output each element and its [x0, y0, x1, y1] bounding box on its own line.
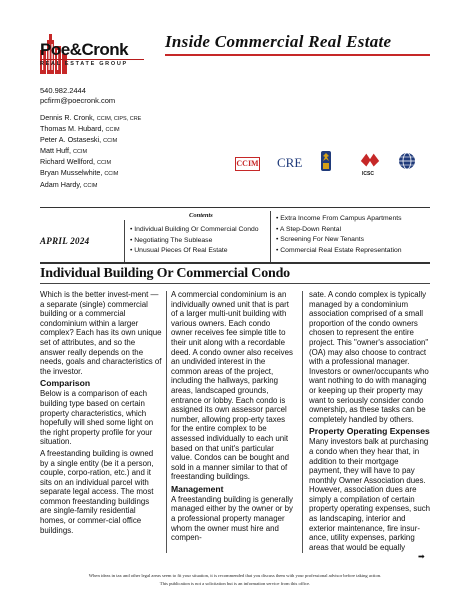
- team-member: Bryan Musselwhite, CCIM: [40, 168, 119, 178]
- paragraph: Which is the better invest-ment — a separate (single) commercial building or a commercial condominium within a larger complex? Each has its own unique set of attributes, and so the answer really depends on the needs, goals and characteristics of the investor.: [40, 290, 162, 376]
- paragraph: Many investors balk at purchasing a condo when they hear that, in addition to their mortgage payment, they will have to pay monthly Owner Association dues. However, association dues are simply a compilation of certain property operating expenses, such as landscaping, interior and exterior maintenance, fire insur-ance, utility expenses, parking areas that would be equally: [309, 437, 431, 552]
- column-divider: [302, 291, 303, 553]
- article-headline: Individual Building Or Commercial Condo: [40, 266, 290, 281]
- toc-item[interactable]: • Individual Building Or Commercial Condo: [130, 226, 259, 233]
- contents-divider: [124, 220, 125, 262]
- globe-icon: [398, 152, 416, 170]
- brand-name: Poe&Cronk: [40, 40, 129, 59]
- toc-right: [276, 214, 402, 256]
- section-heading: Property Operating Expenses: [309, 426, 430, 437]
- article-column-2: [171, 290, 293, 543]
- contents-bottom-rule: [40, 262, 430, 264]
- paragraph: A commercial condominium is an individually owned unit that is part of a larger multi-unit building with various owners. Each condo owner receives fee simple title to their unit along with a recordable deed. A condo owner also receives an undivided interest in the common areas of the project, including the hallways, parking areas, landscaped grounds, entrance or lobby. Each condo is assigned its own assessor parcel number, allowing prop-erty taxes for the entire complex to be assessed individually to each unit based on that unit's particular value. Condos can be bought and sold in a manner similar to that of freestanding buildings.: [171, 290, 293, 482]
- phone-number: 540.982.2444: [40, 86, 86, 95]
- eagle-emblem-icon: [318, 150, 334, 172]
- article-column-3: [309, 290, 433, 552]
- footer-notice: This publication is not a solicitation but is an information service from this office.: [159, 581, 311, 586]
- contents-divider: [270, 211, 271, 262]
- toc-left: [130, 225, 259, 257]
- toc-item[interactable]: • Commercial Real Estate Representation: [276, 246, 402, 254]
- contact-block: [40, 86, 115, 106]
- paragraph: Below is a comparison of each building type based on certain property characteristics, which hopefully will shed some light on the right property profile for your situation.: [40, 389, 154, 447]
- paragraph: A freestanding building is generally managed either by the owner or by a professional property manager whom the owner must hire and compen-: [171, 494, 293, 543]
- headline-rule: [40, 283, 430, 284]
- team-member: Matt Huff, CCIM: [40, 146, 88, 156]
- continue-arrow-icon: ➡: [418, 552, 425, 561]
- title-rule: [165, 54, 430, 56]
- cre-logo: CRE: [277, 155, 303, 170]
- paragraph: sate. A condo complex is typically managed by a condominium association comprised of a small proportion of the condo owners chosen to represent the entire project. This "owner's association" (OA) may also choose to contract with a professional manager. Investors or owner/occupants who want nothing to do with managing or keeping up their property may want to seriously consider condo ownership, as these tasks can be completely handled by others.: [309, 290, 429, 424]
- toc-item[interactable]: • Screening For New Tenants: [276, 236, 365, 244]
- toc-item[interactable]: • Unusual Pieces Of Real Estate: [130, 247, 228, 255]
- team-list: [40, 113, 141, 191]
- toc-item[interactable]: • Extra Income From Campus Apartments: [276, 215, 402, 222]
- team-member: Adam Hardy, CCIM: [40, 179, 98, 189]
- email-address[interactable]: pcfirm@poecronk.com: [40, 96, 116, 105]
- contents-top-rule: [40, 207, 430, 208]
- icsc-label: ICSC: [362, 171, 374, 177]
- team-member: Peter A. Ostaseski, CCIM: [40, 135, 118, 145]
- newsletter-title: Inside Commercial Real Estate: [165, 32, 392, 51]
- toc-item[interactable]: • A Step-Down Rental: [276, 225, 342, 233]
- column-divider: [166, 291, 167, 553]
- team-member: Thomas M. Hubard, CCIM: [40, 124, 120, 134]
- footer-disclaimer: When ideas in tax and other legal areas seem to fit your situation, it is recommended that you discuss them with your professional advisor before taking action.: [88, 573, 382, 578]
- section-heading: Management: [171, 483, 224, 494]
- ccim-logo: CCIM: [235, 157, 260, 171]
- paragraph: A freestanding building is owned by a single entity (be it a person, couple, corpo-ration, etc.) and it sits on an individual parcel with separate legal access. The most common freestanding buildings are single-family residential homes, or commer-cial office buildings.: [40, 448, 154, 535]
- issue-date: APRIL 2024: [40, 236, 90, 246]
- brand-tagline: REAL ESTATE GROUP: [40, 59, 144, 67]
- toc-item[interactable]: • Negotiating The Sublease: [130, 236, 213, 244]
- article-column-1: [40, 290, 162, 535]
- team-member: Richard Wellford, CCIM: [40, 157, 112, 167]
- team-member: Dennis R. Cronk, CCIM, CIPS, CRE: [40, 113, 142, 122]
- contents-title: Contents: [189, 212, 213, 219]
- section-heading: Comparison: [40, 378, 91, 389]
